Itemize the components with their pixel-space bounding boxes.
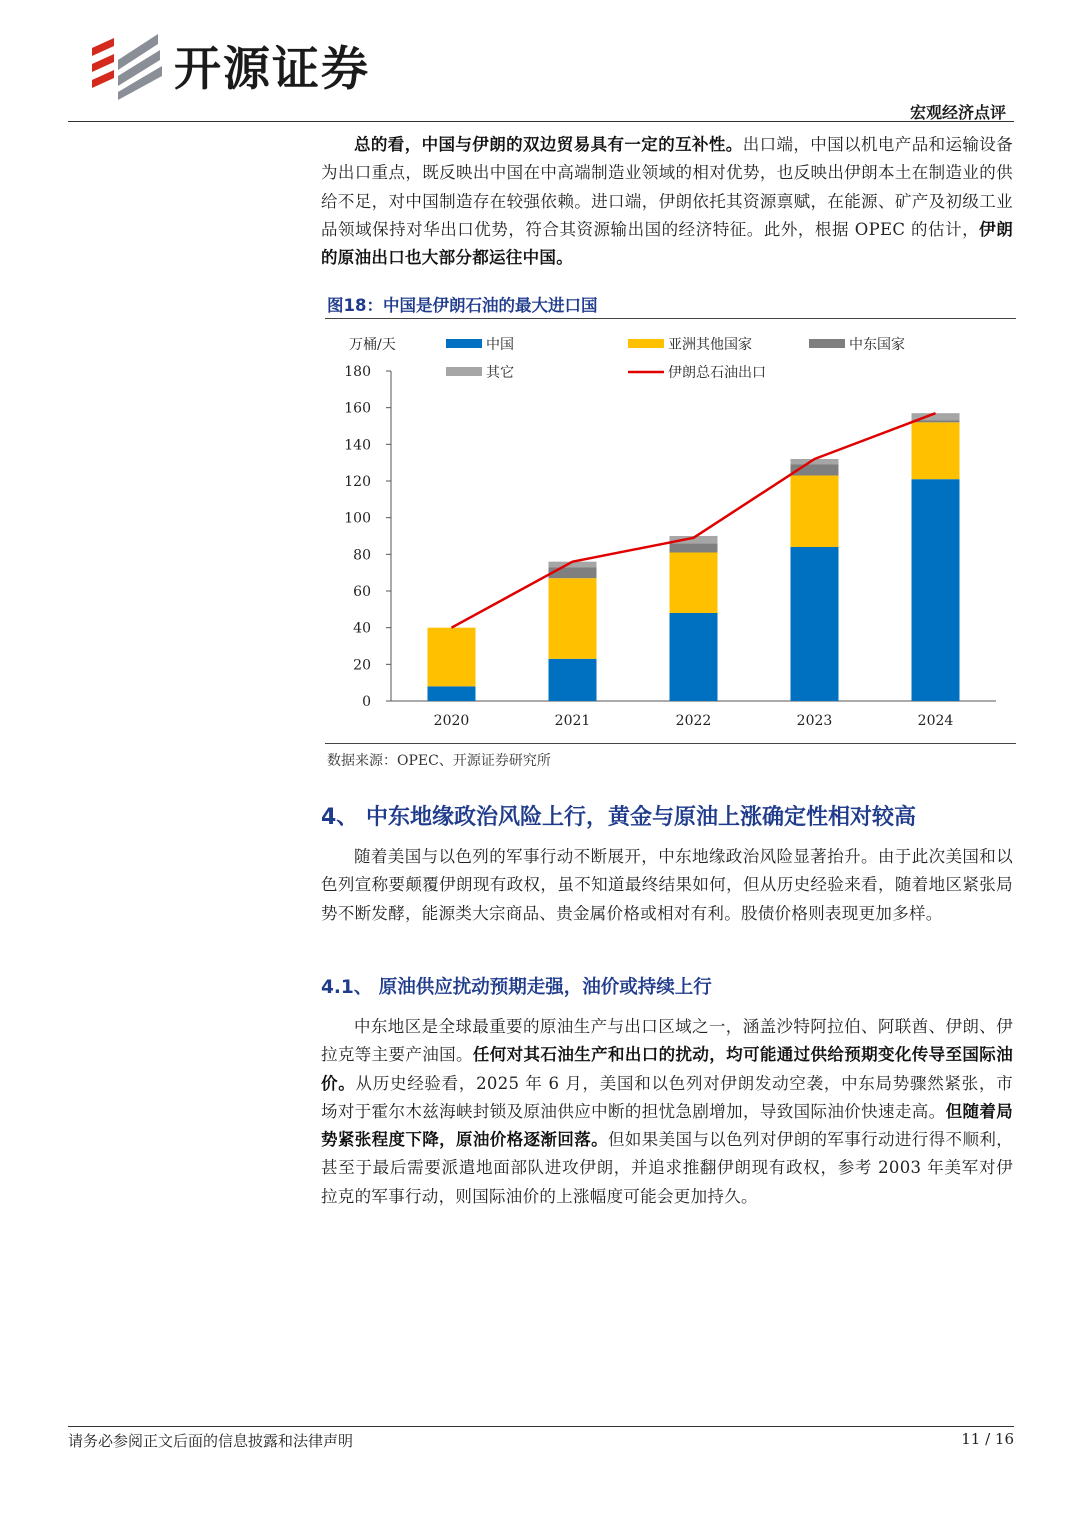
intro-section: [321, 131, 1013, 272]
bar-segment: [428, 686, 476, 701]
s41-seg5: 但如果美国与以色列对伊朗的军事行动进行得不顺利，甚至于最后需要派遣地面部队进攻伊朗，并追求推翻伊朗现有政权，参考 2003 年美军对伊拉克的军事行动，则国际油价的上涨幅度可能会更加持久。: [321, 1130, 1014, 1206]
x-tick-label: 2023: [796, 713, 833, 729]
footer-disclaimer: 请务必参阅正文后面的信息披露和法律声明: [68, 1432, 354, 1450]
section-4-1-heading: 4.1、 原油供应扰动预期走强，油价或持续上行: [321, 977, 712, 998]
y-axis-unit-label: 万桶/天: [349, 337, 396, 353]
y-tick-label: 0: [362, 694, 371, 710]
logo-mark-icon: [88, 30, 166, 100]
x-tick-label: 2024: [917, 713, 954, 729]
intro-body: 出口端，中国以机电产品和运输设备为出口重点，既反映出中国在中高端制造业领域的相对优势，也反映出伊朗本土在制造业的供给不足，对中国制造存在较强依赖。进口端，伊朗依托其资源禀赋，在能源、矿产及初级工业品领域保持对华出口优势，符合其资源输出国的经济特征。此外，根据 OPEC 的估计，: [321, 135, 1013, 239]
legend-swatch: [809, 339, 845, 348]
company-logo: [88, 30, 370, 100]
s41-seg1: 中东地区是全球最重要的原油生产与出口区域之一，涵盖沙特阿拉伯、阿联酋、伊朗、伊拉克等主要产油国。: [321, 1017, 1013, 1065]
bar-segment: [549, 659, 597, 701]
x-tick-label: 2022: [675, 713, 712, 729]
x-tick-label: 2021: [554, 713, 591, 729]
x-tick-label: 2020: [433, 713, 470, 729]
s41-bold-1: 任何对其石油生产和出口的扰动，均可能通过供给预期变化传导至国际油价。: [321, 1045, 1013, 1093]
bar-segment: [670, 553, 718, 614]
oil-export-chart: [325, 322, 1016, 740]
y-tick-label: 40: [353, 620, 371, 637]
s41-bold-2: 但随着局势紧张程度下降，原油价格逐渐回落。: [321, 1101, 1014, 1150]
y-tick-label: 100: [344, 510, 371, 527]
y-tick-label: 160: [344, 400, 371, 417]
y-tick-label: 180: [344, 364, 371, 380]
figure-top-rule: [325, 318, 1016, 319]
bar-segment: [428, 628, 476, 687]
bar-segment: [549, 578, 597, 659]
legend-swatch: [446, 339, 482, 348]
legend-label: 亚洲其他国家: [668, 337, 752, 353]
section-4-heading: 4、 中东地缘政治风险上行，黄金与原油上涨确定性相对较高: [321, 805, 916, 830]
bar-segment: [549, 567, 597, 578]
bar-segment: [670, 613, 718, 701]
section-4-paragraph: 随着美国与以色列的军事行动不断展开，中东地缘政治风险显著抬升。由于此次美国和以色列宣称要颠覆伊朗现有政权，虽不知道最终结果如何，但从历史经验来看，随着地区紧张局势不断发酵，能源类大宗商品、贵金属价格或相对有利。股债价格则表现更加多样。: [321, 847, 1013, 923]
bar-segment: [670, 543, 718, 552]
y-tick-label: 120: [344, 474, 371, 490]
header-divider: [68, 121, 1014, 122]
section-4-1-paragraph: [321, 1013, 1013, 1211]
legend-swatch: [446, 367, 482, 376]
section-4-1-body: [321, 1013, 1013, 1211]
footer-divider: [68, 1426, 1014, 1427]
legend-label: 中东国家: [849, 337, 905, 353]
bar-segment: [791, 547, 839, 701]
y-tick-label: 20: [353, 657, 371, 674]
legend-label: 中国: [486, 337, 514, 353]
figure-bottom-rule: [325, 743, 1016, 744]
y-tick-label: 60: [353, 584, 371, 600]
section-4-body: [321, 843, 1013, 928]
intro-bold-end: 伊朗的原油出口也大部分都运往中国。: [321, 219, 1013, 268]
page-number: 11 / 16: [961, 1430, 1014, 1448]
report-category: 宏观经济点评: [909, 103, 1006, 122]
s41-seg3: 从历史经验看，2025 年 6 月，美国和以色列对伊朗发动空袭，中东局势骤然紧张，市场对于霍尔木兹海峡封锁及原油供应中断的担忧急剧增加，导致国际油价快速走高。: [321, 1073, 1013, 1121]
intro-paragraph: [321, 131, 1013, 272]
legend-label: 伊朗总石油出口: [668, 365, 766, 381]
brand-name: 开源证券: [174, 41, 370, 97]
bar-segment: [912, 422, 960, 479]
legend-swatch: [628, 339, 664, 348]
legend-label: 其它: [486, 365, 514, 381]
intro-bold-lead: 总的看，中国与伊朗的双边贸易具有一定的互补性。: [354, 135, 743, 154]
bar-segment: [791, 476, 839, 548]
bar-segment: [912, 479, 960, 701]
y-tick-label: 140: [344, 437, 371, 454]
figure-source: 数据来源：OPEC、开源证券研究所: [327, 753, 551, 769]
figure-title: 图18：中国是伊朗石油的最大进口国: [327, 296, 598, 315]
y-tick-label: 80: [353, 547, 371, 564]
